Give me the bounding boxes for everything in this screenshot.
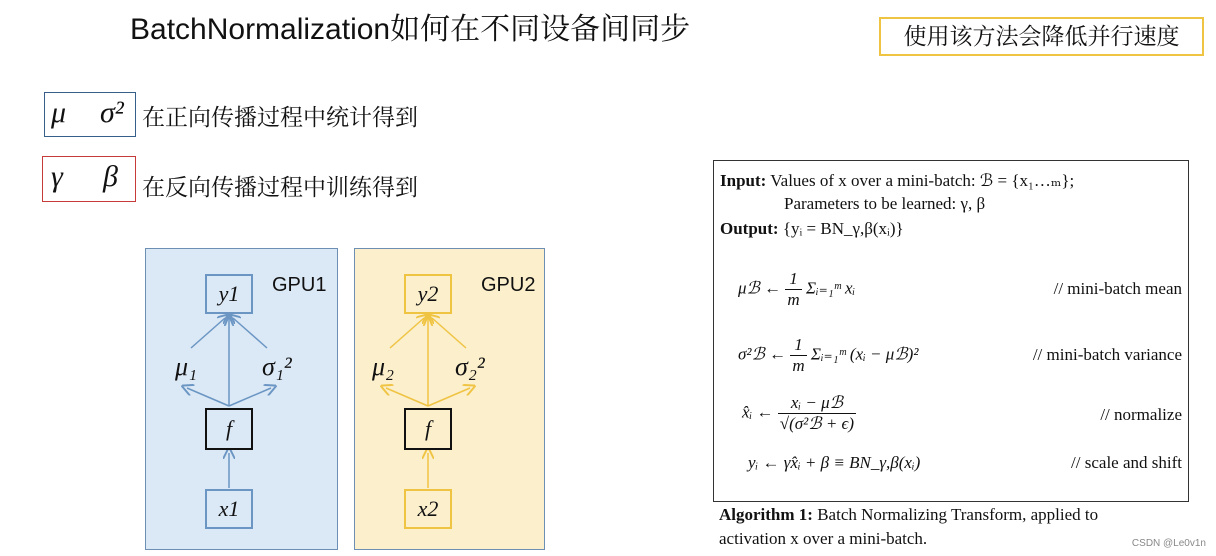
scale-shift-comment: // scale and shift [1071, 453, 1182, 472]
gpu1-output-node: y1 [205, 274, 253, 314]
beta-symbol: β [103, 160, 118, 193]
gpu2-input-node: x2 [404, 489, 452, 529]
gpu2-output-node: y2 [404, 274, 452, 314]
gpu1-input-node: x1 [205, 489, 253, 529]
input-text: Values of x over a mini-batch: ℬ = {x₁…ₘ}; [770, 171, 1075, 190]
gpu1-label: GPU1 [272, 274, 327, 296]
gamma-symbol: γ [51, 160, 63, 193]
gpu2-function-node: f [404, 408, 452, 450]
statistics-params-text: 在正向传播过程中统计得到 [142, 104, 418, 130]
gpu2-label: GPU2 [481, 274, 536, 296]
trained-params-text: 在反向传播过程中训练得到 [142, 174, 418, 200]
output-label: Output: [720, 219, 779, 238]
mu-symbol: μ [51, 96, 67, 129]
gpu1-variance: σ₁² [262, 352, 292, 381]
slide-title: BatchNormalization如何在不同设备间同步 [130, 13, 691, 46]
gpu2-mean: μ₂ [372, 352, 395, 381]
algorithm-caption [719, 503, 1098, 551]
mean-equation: μℬ ← $\frac{1}{m}$ Σᵢ₌₁ᵐ xᵢ [738, 269, 856, 309]
output-text: {yᵢ = BN_γ,β(xᵢ)} [782, 219, 904, 238]
mean-comment: // mini-batch mean [1053, 279, 1182, 298]
caption-line2: activation x over a mini-batch. [719, 529, 928, 548]
variance-comment: // mini-batch variance [1032, 345, 1182, 364]
trained-params-box [42, 156, 136, 202]
gpu2-variance: σ₂² [455, 352, 485, 381]
variance-equation: σ²ℬ ← $\frac{1}{m}$ Σᵢ₌₁ᵐ (xᵢ − μℬ)² [738, 335, 919, 375]
sigma2-symbol: σ² [100, 96, 124, 129]
caption-label: Algorithm 1: [719, 505, 813, 524]
caption-line1: Batch Normalizing Transform, applied to [817, 505, 1099, 524]
normalize-equation: x̂ᵢ ← $\frac{\text{xᵢ − μℬ}}{\text{√(σ²ℬ + ϵ)}}$ [742, 393, 855, 433]
gpu1-mean: μ₁ [175, 352, 198, 381]
watermark: CSDN @Le0v1n [1131, 538, 1206, 549]
input-label: Input: [720, 171, 767, 190]
gpu1-function-node: f [205, 408, 253, 450]
params-text: Parameters to be learned: γ, β [784, 194, 986, 213]
normalize-comment: // normalize [1100, 405, 1182, 424]
statistics-params-box [44, 92, 136, 137]
scale-shift-equation: yᵢ ← γx̂ᵢ + β ≡ BN_γ,β(xᵢ) [748, 453, 921, 472]
algorithm-box [713, 160, 1189, 502]
speed-note: 使用该方法会降低并行速度 [879, 17, 1204, 56]
